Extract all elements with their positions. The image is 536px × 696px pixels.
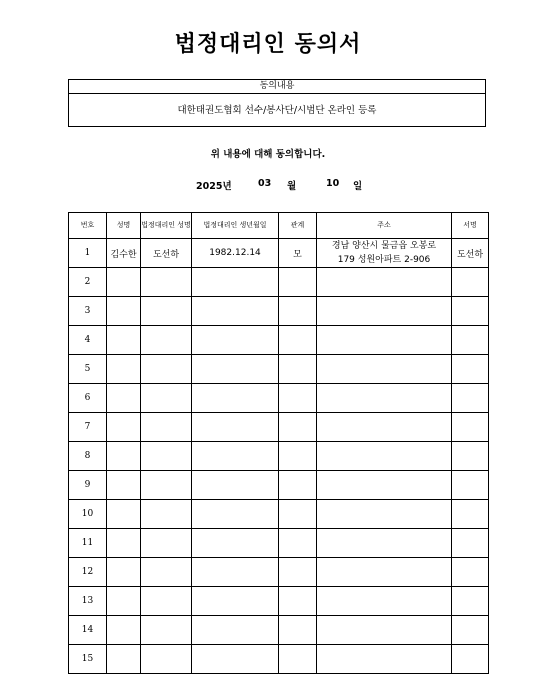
cell-guardian-birth xyxy=(192,326,279,355)
table-row xyxy=(69,500,489,529)
cell-guardian-birth xyxy=(192,500,279,529)
cell-name xyxy=(107,355,141,384)
cell-signature xyxy=(452,616,489,645)
cell-name xyxy=(107,297,141,326)
cell-guardian-birth xyxy=(192,268,279,297)
cell-name xyxy=(107,413,141,442)
date-month: 03 xyxy=(258,178,272,189)
cell-relation xyxy=(279,471,317,500)
table-row xyxy=(69,239,489,268)
cell-guardian-name xyxy=(141,529,192,558)
cell-number: 1 xyxy=(69,239,107,268)
cell-relation xyxy=(279,413,317,442)
cell-guardian-name xyxy=(141,384,192,413)
cell-signature xyxy=(452,442,489,471)
cell-guardian-name xyxy=(141,413,192,442)
cell-address xyxy=(317,529,452,558)
cell-address xyxy=(317,558,452,587)
cell-guardian-name xyxy=(141,326,192,355)
cell-relation xyxy=(279,326,317,355)
cell-guardian-birth xyxy=(192,384,279,413)
cell-guardian-birth xyxy=(192,529,279,558)
table-row xyxy=(69,471,489,500)
cell-signature xyxy=(452,529,489,558)
cell-name xyxy=(107,471,141,500)
consent-header: 동의내용 xyxy=(69,80,485,94)
cell-number: 14 xyxy=(69,616,107,645)
cell-guardian-name xyxy=(141,645,192,674)
cell-relation xyxy=(279,529,317,558)
address-line2: 179 성원아파트 2-906 xyxy=(337,255,431,265)
cell-name xyxy=(107,268,141,297)
consent-box xyxy=(68,79,486,127)
cell-number: 3 xyxy=(69,297,107,326)
cell-number: 9 xyxy=(69,471,107,500)
cell-number: 11 xyxy=(69,529,107,558)
cell-signature xyxy=(452,297,489,326)
guardian-table xyxy=(68,212,489,674)
cell-number: 10 xyxy=(69,500,107,529)
cell-signature xyxy=(452,645,489,674)
cell-guardian-birth xyxy=(192,587,279,616)
cell-signature xyxy=(452,384,489,413)
table-row xyxy=(69,529,489,558)
date-month-unit: 월 xyxy=(287,181,297,192)
cell-signature xyxy=(452,268,489,297)
cell-relation xyxy=(279,355,317,384)
cell-relation xyxy=(279,645,317,674)
cell-signature xyxy=(452,558,489,587)
cell-guardian-name xyxy=(141,268,192,297)
cell-number: 13 xyxy=(69,587,107,616)
cell-address xyxy=(317,297,452,326)
cell-address xyxy=(317,442,452,471)
cell-signature xyxy=(452,471,489,500)
cell-number: 12 xyxy=(69,558,107,587)
cell-guardian-name xyxy=(141,558,192,587)
cell-guardian-name xyxy=(141,355,192,384)
cell-number: 2 xyxy=(69,268,107,297)
table-row xyxy=(69,558,489,587)
header-address: 주소 xyxy=(317,213,452,239)
table-row xyxy=(69,268,489,297)
cell-number: 15 xyxy=(69,645,107,674)
cell-name xyxy=(107,645,141,674)
header-name: 성명 xyxy=(107,213,141,239)
cell-address xyxy=(317,355,452,384)
cell-address xyxy=(317,587,452,616)
cell-signature xyxy=(452,413,489,442)
cell-name xyxy=(107,326,141,355)
cell-guardian-name xyxy=(141,297,192,326)
cell-signature: 도선하 xyxy=(452,239,489,268)
cell-guardian-birth: 1982.12.14 xyxy=(192,239,279,268)
cell-guardian-birth xyxy=(192,413,279,442)
table-row xyxy=(69,616,489,645)
table-row xyxy=(69,297,489,326)
cell-address xyxy=(317,500,452,529)
cell-name xyxy=(107,616,141,645)
cell-relation xyxy=(279,616,317,645)
cell-address xyxy=(317,645,452,674)
table-row xyxy=(69,384,489,413)
cell-relation xyxy=(279,384,317,413)
cell-name xyxy=(107,442,141,471)
cell-guardian-name: 도선하 xyxy=(141,239,192,268)
cell-signature xyxy=(452,355,489,384)
cell-number: 6 xyxy=(69,384,107,413)
header-signature: 서명 xyxy=(452,213,489,239)
cell-guardian-birth xyxy=(192,645,279,674)
cell-guardian-name xyxy=(141,471,192,500)
cell-relation xyxy=(279,268,317,297)
cell-relation: 모 xyxy=(279,239,317,268)
table-header-row xyxy=(69,213,489,239)
address-line1: 경남 양산시 물금읍 오봉로 xyxy=(331,241,437,251)
cell-guardian-birth xyxy=(192,355,279,384)
cell-name xyxy=(107,500,141,529)
header-guardian-name: 법정대리인 성명 xyxy=(141,213,192,239)
table-row xyxy=(69,413,489,442)
cell-guardian-name xyxy=(141,616,192,645)
date-day-unit: 일 xyxy=(353,181,363,192)
cell-signature xyxy=(452,326,489,355)
cell-relation xyxy=(279,558,317,587)
cell-guardian-name xyxy=(141,587,192,616)
cell-guardian-birth xyxy=(192,616,279,645)
cell-signature xyxy=(452,587,489,616)
cell-signature xyxy=(452,500,489,529)
cell-number: 8 xyxy=(69,442,107,471)
cell-address xyxy=(317,413,452,442)
cell-name: 김수한 xyxy=(107,239,141,268)
cell-guardian-birth xyxy=(192,558,279,587)
cell-name xyxy=(107,384,141,413)
cell-address xyxy=(317,616,452,645)
cell-relation xyxy=(279,587,317,616)
table-row xyxy=(69,587,489,616)
date-year: 2025년 xyxy=(196,181,232,192)
cell-number: 5 xyxy=(69,355,107,384)
agreement-statement: 위 내용에 대해 동의합니다. xyxy=(210,149,326,160)
table-row xyxy=(69,326,489,355)
table-row xyxy=(69,355,489,384)
header-number: 번호 xyxy=(69,213,107,239)
cell-guardian-name xyxy=(141,442,192,471)
document-title: 법정대리인 동의서 xyxy=(174,32,362,57)
cell-address xyxy=(317,268,452,297)
cell-address xyxy=(317,326,452,355)
cell-name xyxy=(107,529,141,558)
cell-number: 7 xyxy=(69,413,107,442)
table-row xyxy=(69,645,489,674)
cell-guardian-birth xyxy=(192,297,279,326)
cell-relation xyxy=(279,500,317,529)
header-relation: 관계 xyxy=(279,213,317,239)
cell-guardian-birth xyxy=(192,442,279,471)
date-day: 10 xyxy=(326,178,340,189)
cell-name xyxy=(107,558,141,587)
cell-address xyxy=(317,239,452,268)
cell-guardian-birth xyxy=(192,471,279,500)
consent-body: 대한태권도협회 선수/봉사단/시범단 온라인 등록 xyxy=(177,105,377,116)
cell-relation xyxy=(279,442,317,471)
header-guardian-birth: 법정대리인 생년월일 xyxy=(192,213,279,239)
table-row xyxy=(69,442,489,471)
cell-relation xyxy=(279,297,317,326)
cell-guardian-name xyxy=(141,500,192,529)
cell-number: 4 xyxy=(69,326,107,355)
cell-address xyxy=(317,384,452,413)
cell-name xyxy=(107,587,141,616)
cell-address xyxy=(317,471,452,500)
